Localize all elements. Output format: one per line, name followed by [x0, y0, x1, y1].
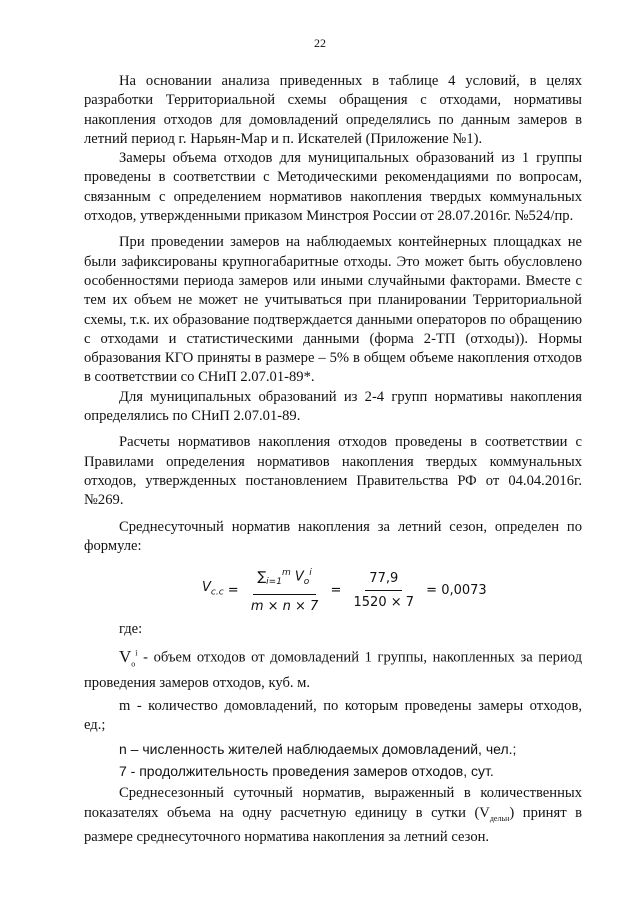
formula-result: 0,0073 [441, 582, 487, 598]
formula-lhs: $V_{c.c}$ [202, 579, 224, 598]
paragraph-bulky-waste: При проведении замеров на наблюдаемых контейнерных площадках не были зафиксированы крупногабаритные отходы. Это может быть обусловлено особенностями периода замеров или иными случайными факторами. Вместе с тем их объем не может не учитываться при планировании Территориальной схемы, т.к. их образование подтверждается данными операторов по обращению с отходами и статистическими данными (форма 2-ТП (отходы)). Нормы образования КГО приняты в размере – 5% в общем объеме накопления отходов в соответствии со СНиП 2.07.01-89*. [84, 234, 582, 386]
formula-fraction-numeric: $\frac{77,9}{1520 \times 7}$ [353, 570, 415, 610]
paragraph-measurements: Замеры объема отходов для муниципальных образований из 1 группы проведены в соответствии с Методическими рекомендациями по вопросам, связанным с определением нормативов накопления твердых коммунальных отходов, утвержденными приказом Минстроя России от 28.07.2016г. №524/пр. [84, 150, 582, 225]
formula-fraction-symbolic: $\frac{\sum_{i=1}^m V_o^i}{m \times n \times 7}$ [247, 564, 323, 617]
paragraph-analysis: На основании анализа приведенных в таблице 4 условий, в целях разработки Территориальной схемы обращения с отходами, нормативы накопления отходов для домовладений определялись по данным замеров в летний период г. Нарьян-Мар и п. Искателей (Приложение №1). [84, 73, 582, 147]
page-number: 22 [314, 36, 326, 50]
paragraph-groups: Для муниципальных образований из 2-4 групп нормативы накопления определялись по СНиП 2.07.01-89. [84, 388, 582, 425]
paragraph-formula-intro: Среднесуточный норматив накопления за летний сезон, определен по формуле: [84, 518, 582, 554]
definition-m: m - количество домовладений, по которым проведены замеры отходов, ед.; [84, 698, 582, 734]
v-symbol: $V_o^i$ [119, 647, 138, 669]
paragraph-calculations: Расчеты нормативов накопления отходов проведены в соответствии с Правилами определения нормативов накопления твердых коммунальных отходов, утвержденных постановлением Правительства РФ от 04.04.2016г. №269. [84, 434, 582, 509]
definition-7: 7 - продолжительность проведения замеров отходов, сут. [119, 762, 494, 779]
document-body [84, 72, 582, 847]
definition-v: $V_o^i$ - объем отходов от домовладений 1 группы, накопленных за период проведения замеров отходов, куб. м. [84, 647, 582, 691]
where-label: где: [119, 621, 143, 638]
paragraph-seasonal-norm: Среднесезонный суточный норматив, выраженный в количественных показателях объема на одну расчетную единицу в сутки $(V_{дельн})$ принят в размере среднесуточного норматива накопления за летний сезон. [84, 785, 582, 845]
formula: $V_{c.c}$ = $\frac{\sum_{i=1}^m V_o^i}{m \times n \times 7}$ = $\frac{77,9}{1520 \times 7}$ = 0,0073 [202, 564, 487, 617]
definition-n: n – численность жителей наблюдаемых домовладений, чел.; [119, 740, 517, 757]
formula-block [84, 560, 582, 620]
